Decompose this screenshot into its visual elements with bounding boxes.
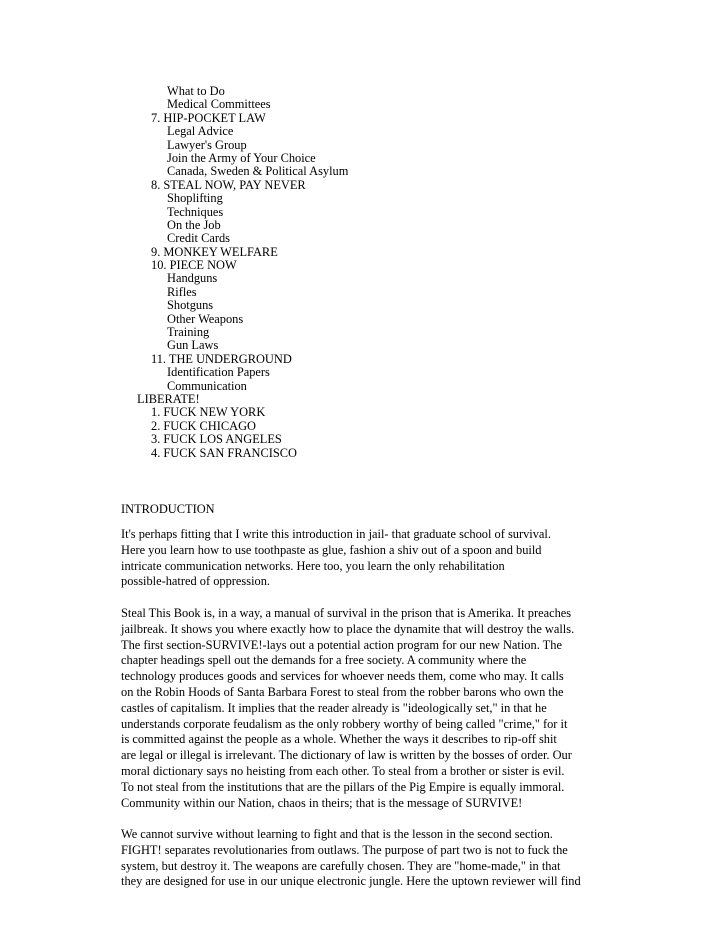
intro-paragraph-1 <box>121 527 721 590</box>
toc-item: 1. FUCK NEW YORK <box>151 405 266 420</box>
intro-paragraph-4 <box>121 827 721 890</box>
toc-item: 7. HIP-POCKET LAW <box>151 110 266 125</box>
toc-item: What to Do <box>167 84 225 98</box>
toc-item: 11. THE UNDERGROUND <box>151 351 292 366</box>
toc-item: Legal Advice <box>167 124 234 139</box>
toc-item: Shotguns <box>167 298 214 313</box>
text-line: Community within our Nation, chaos in theirs; that is the message of SURVIVE! <box>121 796 523 810</box>
toc-item: 4. FUCK SAN FRANCISCO <box>151 445 297 460</box>
text-line: technology produces goods and services for whoever needs them, come who may. It calls <box>121 669 564 684</box>
text-line: on the Robin Hoods of Santa Barbara Forest to steal from the robber barons who own the <box>121 684 564 699</box>
text-line: We cannot survive without learning to fight and that is the lesson in the second section. <box>121 827 553 841</box>
text-line: chapter headings spell out the demands for a free society. A community where the <box>121 653 527 668</box>
toc-item: Identification Papers <box>167 365 270 380</box>
text-line: are legal or illegal is irrelevant. The dictionary of law is written by the bosses of order. Our <box>121 748 572 763</box>
text-line: To not steal from the institutions that are the pillars of the Pig Empire is equally immoral. <box>121 779 565 794</box>
text-line: intricate communication networks. Here too, you learn the only rehabilitation <box>121 558 505 573</box>
toc-item: Other Weapons <box>167 311 244 326</box>
toc-item: 8. STEAL NOW, PAY NEVER <box>151 177 306 192</box>
toc-item: Communication <box>167 378 247 393</box>
toc-item: Shoplifting <box>167 191 223 206</box>
toc-item: 3. FUCK LOS ANGELES <box>151 432 282 447</box>
toc-item: Credit Cards <box>167 231 230 246</box>
toc-item: Training <box>167 325 210 340</box>
text-line: system, but destroy it. The weapons are carefully chosen. They are "home-made," in that <box>121 858 561 873</box>
table-of-contents <box>0 85 728 460</box>
toc-item: Gun Laws <box>167 338 219 353</box>
text-line: they are designed for use in our unique electronic jungle. Here the uptown reviewer will find <box>121 874 581 889</box>
toc-item: Lawyer's Group <box>167 137 247 152</box>
toc-item: Medical Committees <box>167 97 271 112</box>
toc-item: Rifles <box>167 284 197 299</box>
text-line: It's perhaps fitting that I write this introduction in jail- that graduate school of survival. <box>121 527 551 541</box>
toc-item: 2. FUCK CHICAGO <box>151 418 256 433</box>
text-line: jailbreak. It shows you where exactly how to place the dynamite that will destroy the walls. <box>121 621 575 636</box>
text-line: castles of capitalism. It implies that the reader already is "ideologically set," in that he <box>121 700 547 715</box>
toc-item: Canada, Sweden & Political Asylum <box>167 164 349 179</box>
toc-item: LIBERATE! <box>137 391 200 406</box>
toc-item: Handguns <box>167 271 218 286</box>
text-line: moral dictionary says no heisting from each other. To steal from a brother or sister is evil. <box>121 763 565 778</box>
intro-paragraph-3 <box>121 796 721 812</box>
toc-item: 10. PIECE NOW <box>151 258 237 273</box>
toc-item: Techniques <box>167 204 224 219</box>
text-line: possible-hatred of oppression. <box>121 574 271 589</box>
toc-item: Join the Army of Your Choice <box>167 150 316 165</box>
text-line: Here you learn how to use toothpaste as glue, fashion a shiv out of a spoon and build <box>121 542 542 557</box>
intro-paragraph-2 <box>121 606 721 796</box>
section-heading: INTRODUCTION <box>121 502 215 516</box>
text-line: FIGHT! separates revolutionaries from outlaws. The purpose of part two is not to fuck the <box>121 842 568 857</box>
text-line: understands corporate feudalism as the only robbery worthy of being called "crime," for it <box>121 716 568 731</box>
text-line: The first section-SURVIVE!-lays out a potential action program for our new Nation. The <box>121 637 562 652</box>
toc-item: 9. MONKEY WELFARE <box>151 244 278 259</box>
text-line: Steal This Book is, in a way, a manual of survival in the prison that is Amerika. It preaches <box>121 606 572 620</box>
text-line: is committed against the people as a whole. Whether the ways it describes to rip-off shit <box>121 732 557 747</box>
toc-item: On the Job <box>167 217 221 232</box>
